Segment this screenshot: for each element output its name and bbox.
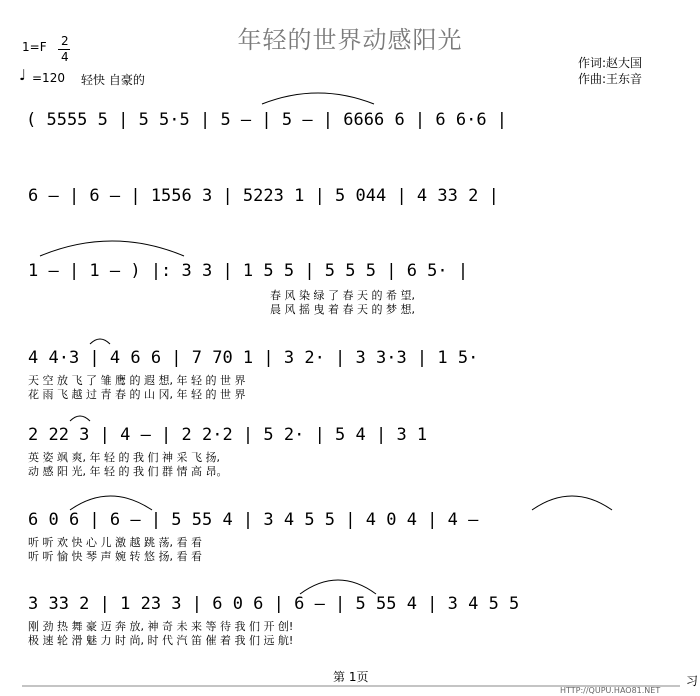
quarter-note-icon: ♩ [19,66,27,84]
key-signature: 1=F [22,40,47,54]
time-signature-top: 2 [61,34,69,48]
notation-line: ( 5555 5 | 5 5·5 | 5 – | 5 – | 6666 6 | 6 6·6 | [26,110,508,130]
time-signature-bottom: 4 [61,50,69,64]
lyric-verse-2: 听 听 愉 快 琴 声 婉 转 悠 扬, 看 看 [28,550,202,563]
notation-line: 1 – | 1 – ) |: 3 3 | 1 5 5 | 5 5 5 | 6 5· | [28,261,469,281]
notation-line: 4 4·3 | 4 6 6 | 7 70 1 | 3 2· | 3 3·3 | 1 5· [28,348,479,368]
notation-line: 6 0 6 | 6 – | 5 55 4 | 3 4 5 5 | 4 0 4 | 4 – [28,510,479,530]
lyric-verse-1: 英 姿 飒 爽, 年 轻 的 我 们 神 采 飞 扬, [28,451,220,464]
lyric-verse-1: 春 风 染 绿 了 春 天 的 希 望, [270,289,415,302]
notation-line: 3 33 2 | 1 23 3 | 6 0 6 | 6 – | 5 55 4 | 3 4 5 5 [28,594,520,614]
page-number: 第 1页 [333,670,369,684]
lyricist-credit: 作词:赵大国 [578,56,643,70]
lyric-verse-2: 晨 风 摇 曳 着 春 天 的 梦 想, [270,303,415,316]
tie-mark [262,93,374,104]
tempo-marking: =120 [32,71,65,85]
notation-line: 2 22 3 | 4 – | 2 2·2 | 5 2· | 5 4 | 3 1 [28,425,428,445]
watermark: HTTP://QUPU.HAO81.NET [560,686,661,695]
lyric-verse-2: 极 速 轮 滑 魅 力 时 尚, 时 代 汽 笛 催 着 我 们 远 航! [28,634,294,647]
lyric-verse-1: 刚 劲 热 舞 豪 迈 奔 放, 神 奇 未 来 等 待 我 们 开 创! [28,620,294,633]
tie-mark [532,496,612,510]
lyric-verse-2: 动 感 阳 光, 年 轻 的 我 们 群 情 高 昂。 [28,465,228,478]
slur-mark [70,416,90,421]
slur-mark [90,339,110,344]
tie-mark [300,580,376,594]
lyric-verse-1: 听 听 欢 快 心 儿 激 越 跳 荡, 看 看 [28,536,202,549]
expression-marking: 轻快 自豪的 [81,73,145,87]
lyric-verse-1: 天 空 放 飞 了 雏 鹰 的 遐 想, 年 轻 的 世 界 [28,374,246,387]
notation-line: 6 – | 6 – | 1556 3 | 5223 1 | 5 044 | 4 33 2 | [28,186,499,206]
lyric-verse-2: 花 雨 飞 越 过 青 春 的 山 冈, 年 轻 的 世 界 [28,388,246,401]
corner-char: 习 [686,674,699,688]
page-title: 年轻的世界动感阳光 [237,26,463,54]
tie-mark [40,241,184,256]
tie-mark [70,496,152,510]
composer-credit: 作曲:王东音 [578,72,643,86]
